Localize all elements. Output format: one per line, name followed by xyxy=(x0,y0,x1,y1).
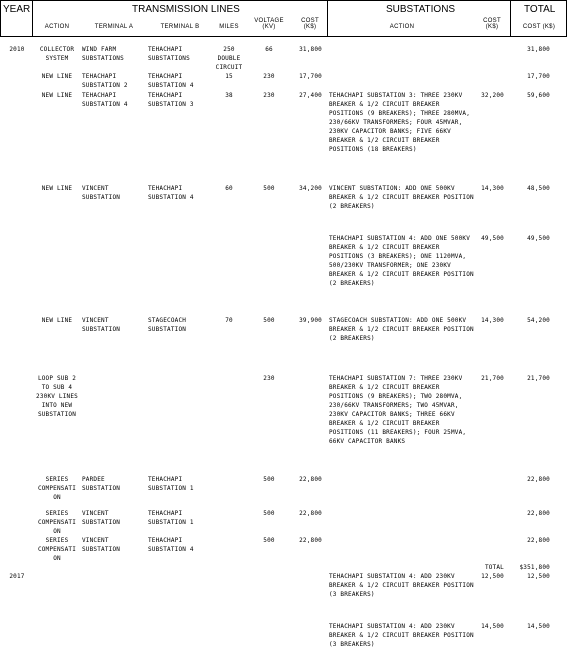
total-cost-cell: 59,600 xyxy=(527,92,550,99)
voltage-cell: 230 xyxy=(263,375,275,382)
substation-cost-cell: 14,300 xyxy=(481,185,504,192)
substation-cost-cell: 32,200 xyxy=(481,92,504,99)
action-cell: NEW LINE xyxy=(41,92,73,99)
total-cost-cell: 22,800 xyxy=(527,476,550,483)
substation-action-cell: STAGECOACH SUBSTATION: ADD ONE 500KV BREAKER & 1/2 CIRCUIT BREAKER POSITION (2 BREAKERS) xyxy=(329,317,478,342)
substation-cost-cell: TOTAL xyxy=(484,564,504,571)
line-cost-cell: 22,800 xyxy=(299,537,322,544)
substation-action-cell: VINCENT SUBSTATION: ADD ONE 500KV BREAKER & 1/2 CIRCUIT BREAKER POSITION (2 BREAKERS) xyxy=(329,185,478,210)
miles-cell: 250 DOUBLE CIRCUIT xyxy=(215,46,243,71)
voltage-cell: 66 xyxy=(265,46,273,53)
action-cell: LOOP SUB 2 TO SUB 4 230KV LINES INTO NEW SUBSTATION xyxy=(36,375,78,418)
voltage-cell: 500 xyxy=(263,476,275,483)
col-total-cost-header: COST (K$) xyxy=(522,24,556,30)
terminal-a-cell: VINCENT SUBSTATION xyxy=(82,185,121,201)
transmission-lines-header: TRANSMISSION LINES xyxy=(132,4,240,15)
year-cell: 2010 xyxy=(9,46,25,53)
action-cell: SERIES COMPENSATI ON xyxy=(37,476,77,501)
total-cost-cell: 31,800 xyxy=(527,46,550,53)
substation-action-cell: TEHACHAPI SUBSTATION 3: THREE 230KV BREAKER & 1/2 CIRCUIT BREAKER POSITIONS (9 BREAKERS); THREE 280MVA, 230/66KV TRANSFORMERS; FOUR 45MVAR, 230KV CAPACITOR BANKS; FIVE 66KV BREAKER & 1/2 CIRCUIT BREAKER POSITIONS (18 BREAKERS) xyxy=(329,92,474,153)
terminal-a-cell: PARDEE SUBSTATION xyxy=(82,476,121,492)
line-cost-cell: 27,400 xyxy=(299,92,322,99)
voltage-cell: 230 xyxy=(263,92,275,99)
total-cost-cell: $351,800 xyxy=(519,564,550,571)
line-cost-cell: 22,800 xyxy=(299,510,322,517)
total-cost-cell: 21,700 xyxy=(527,375,550,382)
col-terminal-a-header: TERMINAL A xyxy=(94,24,134,30)
miles-cell: 70 xyxy=(225,317,233,324)
substation-action-cell: TEHACHAPI SUBSTATION 7: THREE 230KV BREAKER & 1/2 CIRCUIT BREAKER POSITIONS (9 BREAKERS); TWO 280MVA, 230/66KV TRANSFORMERS; TWO 45MVAR, 230KV CAPACITOR BANKS; THREE 66KV BREAKER & 1/2 CIRCUIT BREAKER POSITIONS (11 BREAKERS); FOUR 25MVA, 66KV CAPACITOR BANKS xyxy=(329,375,471,445)
line-cost-cell: 39,900 xyxy=(299,317,322,324)
action-cell: COLLECTOR SYSTEM xyxy=(39,46,75,62)
terminal-a-cell: TEHACHAPI SUBSTATION 4 xyxy=(82,92,128,108)
terminal-a-cell: TEHACHAPI SUBSTATION 2 xyxy=(82,73,128,89)
total-cost-cell: 22,800 xyxy=(527,537,550,544)
line-cost-cell: 22,800 xyxy=(299,476,322,483)
year-header: YEAR xyxy=(3,4,31,15)
terminal-b-cell: TEHACHAPI SUBSTATION 3 xyxy=(148,92,194,108)
substation-cost-cell: 14,500 xyxy=(481,623,504,630)
line-cost-cell: 34,200 xyxy=(299,185,322,192)
header-bottom-border xyxy=(0,36,567,37)
header-divider-year xyxy=(32,0,33,37)
total-cost-cell: 22,800 xyxy=(527,510,550,517)
col-action-header: ACTION xyxy=(44,24,70,30)
action-cell: SERIES COMPENSATI ON xyxy=(37,537,77,562)
substations-header: SUBSTATIONS xyxy=(386,4,456,15)
total-cost-cell: 14,500 xyxy=(527,623,550,630)
terminal-a-cell: WIND FARM SUBSTATIONS xyxy=(82,46,124,62)
col-sub-action-header: ACTION xyxy=(389,24,415,30)
action-cell: SERIES COMPENSATI ON xyxy=(37,510,77,535)
substation-cost-cell: 12,500 xyxy=(481,573,504,580)
terminal-b-cell: TEHACHAPI SUBSTATION 4 xyxy=(148,185,194,201)
action-cell: NEW LINE xyxy=(41,185,73,192)
miles-cell: 38 xyxy=(225,92,233,99)
terminal-b-cell: TEHACHAPI SUBSTATION 4 xyxy=(148,537,194,553)
substation-action-cell: TEHACHAPI SUBSTATION 4: ADD 230KV BREAKER & 1/2 CIRCUIT BREAKER POSITION (3 BREAKERS) xyxy=(329,573,478,598)
voltage-cell: 500 xyxy=(263,317,275,324)
substation-action-cell: TEHACHAPI SUBSTATION 4: ADD ONE 500KV BREAKER & 1/2 CIRCUIT BREAKER POSITIONS (3 BREAKERS); ONE 1120MVA, 500/230KV TRANSFORMER; ONE 230KV BREAKER & 1/2 CIRCUIT BREAKER POSITION (2 BREAKERS) xyxy=(329,235,478,287)
col-voltage-header: VOLTAGE (KV) xyxy=(254,18,284,30)
header-divider-total xyxy=(510,0,511,37)
terminal-b-cell: TEHACHAPI SUBSTATIONS xyxy=(148,46,190,62)
header-divider-substations xyxy=(327,0,328,37)
year-cell: 2017 xyxy=(9,573,25,580)
miles-cell: 15 xyxy=(225,73,233,80)
line-cost-cell: 17,700 xyxy=(299,73,322,80)
col-terminal-b-header: TERMINAL B xyxy=(160,24,200,30)
terminal-b-cell: TEHACHAPI SUBSTATION 1 xyxy=(148,510,194,526)
action-cell: NEW LINE xyxy=(41,317,73,324)
total-cost-cell: 48,500 xyxy=(527,185,550,192)
substation-cost-cell: 14,300 xyxy=(481,317,504,324)
terminal-b-cell: TEHACHAPI SUBSTATION 4 xyxy=(148,73,194,89)
action-cell: NEW LINE xyxy=(41,73,73,80)
total-cost-cell: 12,500 xyxy=(527,573,550,580)
col-cost-header: COST (K$) xyxy=(301,18,319,30)
col-miles-header: MILES xyxy=(219,24,239,30)
col-sub-cost-header: COST (K$) xyxy=(483,18,501,30)
total-cost-cell: 54,200 xyxy=(527,317,550,324)
total-cost-cell: 49,500 xyxy=(527,235,550,242)
substation-action-cell: TEHACHAPI SUBSTATION 4: ADD 230KV BREAKER & 1/2 CIRCUIT BREAKER POSITION (3 BREAKERS) xyxy=(329,623,478,648)
voltage-cell: 500 xyxy=(263,537,275,544)
line-cost-cell: 31,800 xyxy=(299,46,322,53)
header-left-border xyxy=(0,0,1,37)
header-top-border xyxy=(0,0,567,1)
terminal-a-cell: VINCENT SUBSTATION xyxy=(82,317,121,333)
total-header: TOTAL xyxy=(524,4,556,15)
voltage-cell: 230 xyxy=(263,73,275,80)
terminal-b-cell: TEHACHAPI SUBSTATION 1 xyxy=(148,476,194,492)
terminal-b-cell: STAGECOACH SUBSTATION xyxy=(148,317,187,333)
terminal-a-cell: VINCENT SUBSTATION xyxy=(82,537,121,553)
miles-cell: 60 xyxy=(225,185,233,192)
voltage-cell: 500 xyxy=(263,185,275,192)
substation-cost-cell: 21,700 xyxy=(481,375,504,382)
voltage-cell: 500 xyxy=(263,510,275,517)
terminal-a-cell: VINCENT SUBSTATION xyxy=(82,510,121,526)
substation-cost-cell: 49,500 xyxy=(481,235,504,242)
total-cost-cell: 17,700 xyxy=(527,73,550,80)
